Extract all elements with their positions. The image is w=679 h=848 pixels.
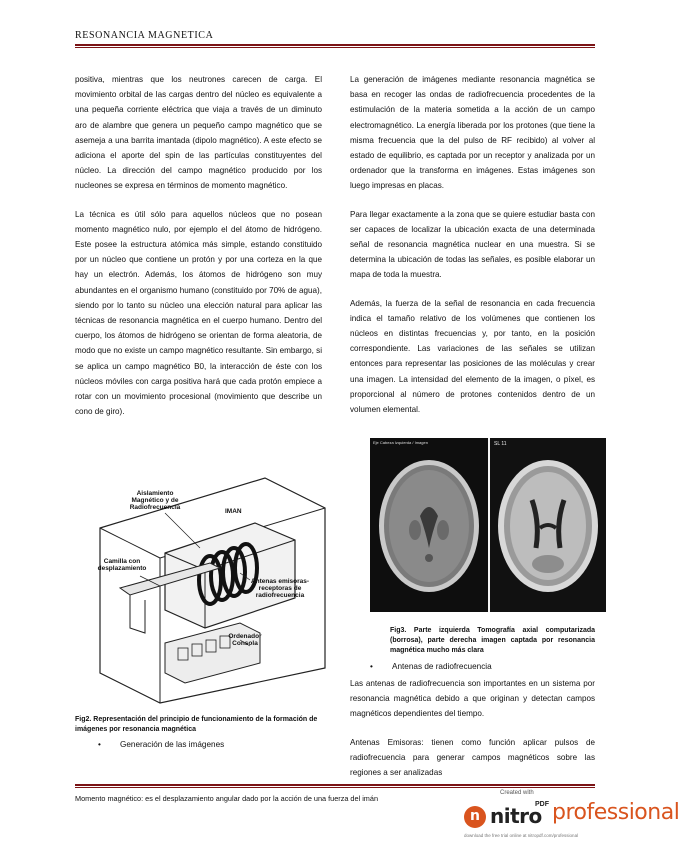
footer-rule <box>75 784 595 786</box>
figure-2-diagram <box>90 468 330 708</box>
watermark-brand: nitro <box>490 804 542 828</box>
watermark-product: professional <box>552 800 679 825</box>
left-paragraph-2: La técnica es útil sólo para aquellos núcleos que no posean momento magnético nulo, por ejemplo el del átomo de hidrógeno. Este posee la estructura atómica más simple, estando constituido por un núcleo que contiene un protón y por una corteza en la que hay un electrón. Además, los átomos de hidrógeno son muy abundantes en el organismo humano (constituido por 70% de agua), siendo por lo tanto su núcleo una elección natural para aplicar las técnicas de resonancia magnética en el cuerpo humano. Dentro del cuerpo, los átomos de hidrógeno se orientan de forma aleatoria, de modo que no existe un campo magnético resultante. Sin embargo, si se aplica un campo magnético B0, la interacción de éste con los núcleos móviles con carga positiva hará que cada protón empiece a rotar con un movimiento procesional (movimiento que describe un cono de giro). <box>75 209 322 417</box>
bullet-antenas <box>370 662 492 671</box>
bullet-dot-icon: • <box>98 740 101 749</box>
figure-2-caption: Fig2. Representación del principio de funcionamiento de la formación de imágenes por resonancia magnética <box>75 716 318 733</box>
watermark-pdf: PDF <box>535 801 549 808</box>
right-column <box>350 72 595 430</box>
watermark-created-with: Created with <box>500 790 534 796</box>
bullet-generacion <box>98 740 224 749</box>
header-rule <box>75 44 595 46</box>
mri-image-label: SL 11 <box>494 441 507 447</box>
ct-image <box>370 438 488 612</box>
ct-image-label: Eje Cabeza Izquierda / Imagen <box>373 440 428 445</box>
figure-3-caption: Fig3. Parte izquierda Tomografía axial computarizada (borrosa), parte derecha imagen captada por resonancia magnética mucho más clara <box>390 627 595 654</box>
figure-3-images <box>370 438 606 612</box>
watermark-tagline: download the free trial online at nitropdf.com/professional <box>464 833 579 838</box>
right-paragraph-1: La generación de imágenes mediante resonancia magnética se basa en recoger las ondas de radiofrecuencia procedentes de la estimulación de la materia sometida a la acción de un campo electromagnético. La energía liberada por los protones (que tiene la misma frecuencia que la del pulso de RF recibido) al volver al estado de equilibrio, es captada por un receptor y analizada por un ordenador que la transforma en imágenes. Estas imágenes son luego impresas en placas. <box>350 75 595 191</box>
bullet-generacion-label: Generación de las imágenes <box>120 740 225 749</box>
right-column-after <box>350 676 595 793</box>
right-paragraph-3: Además, la fuerza de la señal de resonancia en cada frecuencia indica el tamaño relativo de los volúmenes que contienen los núcleos en distintas frecuencias y, por tanto, en la posición correspondiente. Las variaciones de las señales se utilizan entonces para representar las posiciones de las moléculas y crear una imagen. La intensidad del elemento de la imagen, o píxel, es proporcional al número de protones contenidos dentro de un volumen elemental. <box>350 298 595 415</box>
page-header-title: RESONANCIA MAGNETICA <box>75 30 214 41</box>
label-shield: Aislamiento Magnético y de Radiofrecuencia <box>129 490 181 511</box>
nitro-logo-icon: n <box>464 806 486 828</box>
antennas-paragraph: Las antenas de radiofrecuencia son importantes en un sistema por resonancia magnética debido a que originan y detectan campos magnéticos dependientes del tiempo. <box>350 679 595 719</box>
mri-image <box>490 438 606 612</box>
label-bed: Camilla con desplazamiento <box>97 558 147 572</box>
nitro-watermark <box>462 788 679 843</box>
left-paragraph-1: positiva, mientras que los neutrones carecen de carga. El movimiento orbital de las cargas dentro del núcleo es equivalente a una pequeña corriente eléctrica que viaja a través de un diminuto aro de alambre que genera un pequeño campo magnético que se asemeja a una barrita imantada (dipolo magnético). A este efecto se adiciona el aporte del spin de las partículas constituyentes del núcleo. La dirección del campo magnético producido por los nucleones se expresa en términos de momento magnético. <box>75 75 322 191</box>
bullet-dot-icon: • <box>370 662 373 671</box>
label-magnet: IMAN <box>225 508 242 515</box>
label-antennas: Antenas emisoras-receptoras de radiofrecuencia <box>250 578 310 599</box>
footnote: Momento magnético: es el desplazamiento angular dado por la acción de una fuerza del imán <box>75 794 379 803</box>
bullet-antenas-label: Antenas de radiofrecuencia <box>392 662 492 671</box>
emitter-antennas-paragraph: Antenas Emisoras: tienen como función aplicar pulsos de radiofrecuencia para generar campos magnéticos sobre las regiones a ser analizadas <box>350 737 595 778</box>
left-column <box>75 72 322 432</box>
header-rule-thin <box>75 47 595 48</box>
right-paragraph-2: Para llegar exactamente a la zona que se quiere estudiar basta con ser capaces de localizar la ubicación exacta de una determinada señal de resonancia magnética nuclear en una muestra. Si se determina la ubicación de todas las señales, es posible elaborar un mapa de toda la muestra. <box>350 209 595 280</box>
label-computer: Ordenador Consola <box>228 633 262 647</box>
